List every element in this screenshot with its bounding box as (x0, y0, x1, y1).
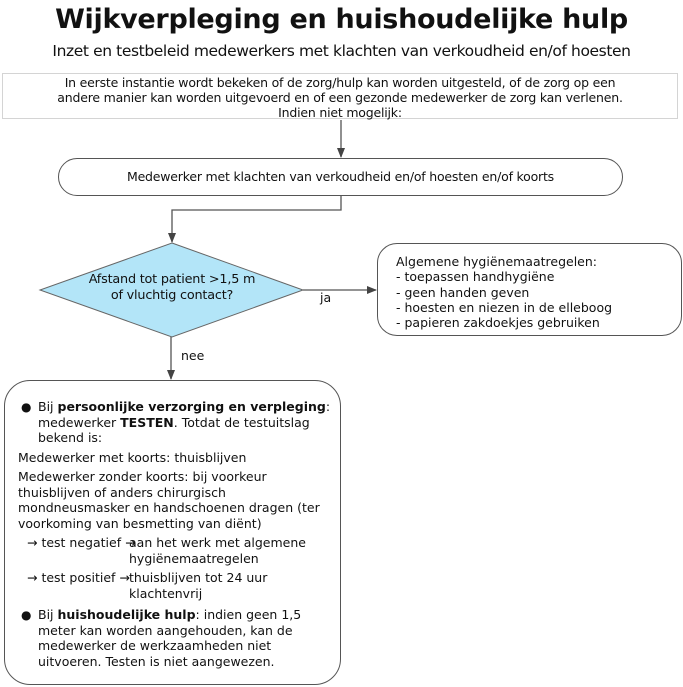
outcome-row (18, 570, 332, 601)
household-heading: huishoudelijke hulp (57, 607, 196, 622)
outcome-result: aan het werk met algemene hygiënemaatregelen (129, 535, 306, 566)
yes-label: ja (320, 290, 332, 305)
bullet-icon: ● (21, 608, 32, 622)
bullet-icon: ● (21, 400, 32, 414)
outcome-condition: → test negatief → (27, 535, 136, 550)
intro-line: Indien niet mogelijk: (278, 105, 402, 120)
outcome-row (18, 535, 332, 566)
decision-line: of vluchtig contact? (110, 288, 234, 303)
without-fever-text: Medewerker zonder koorts: bij voorkeur thuisblijven of anders chirurgisch mondneusmasker en handschoenen dragen (ter voorkoming van besmetting van diënt) (18, 469, 320, 531)
outcome-result: thuisblijven tot 24 uur klachtenvrij (129, 570, 268, 601)
decision-text (60, 272, 284, 304)
with-fever-text: Medewerker met koorts: thuisblijven (18, 449, 247, 465)
household-bullet: ● Bij huishoudelijke hulp: indien geen 1,5 meter kan worden aangehouden, kan de medewerker de werkzaamheden niet uitvoeren. Testen is niet aangewezen. (21, 607, 302, 669)
care-bullet: ● Bij persoonlijke verzorging en verpleging: medewerker TESTEN. Totdat de testuitslag bekend is: (21, 399, 331, 445)
connector-start-to-decision (172, 196, 341, 242)
no-label: nee (181, 348, 205, 363)
instructions-box (4, 380, 341, 685)
hygiene-item: - toepassen handhygiëne (396, 269, 555, 285)
hygiene-box (377, 243, 682, 336)
hygiene-item: - geen handen geven (396, 284, 530, 300)
hygiene-item: - papieren zakdoekjes gebruiken (396, 315, 600, 331)
hygiene-title: Algemene hygiënemaatregelen: (396, 254, 598, 269)
outcome-condition: → test positief → (27, 570, 130, 585)
start-node: Medewerker met klachten van verkoudheid en/of hoesten en/of koorts (58, 158, 623, 196)
care-heading: persoonlijke verzorging en verpleging (57, 399, 326, 414)
intro-line: andere manier kan worden uitgevoerd en of een gezonde medewerker de zorg kan verlenen. (57, 90, 623, 105)
hygiene-item: - hoesten en niezen in de elleboog (396, 299, 613, 315)
page-subtitle: Inzet en testbeleid medewerkers met klachten van verkoudheid en/of hoesten (52, 42, 631, 60)
decision-line: Afstand tot patient >1,5 m (88, 272, 256, 287)
test-emphasis: TESTEN (120, 414, 174, 430)
intro-line: In eerste instantie wordt bekeken of de zorg/hulp kan worden uitgesteld, of de zorg op een (64, 75, 616, 90)
page-title: Wijkverpleging en huishoudelijke hulp (55, 4, 628, 35)
